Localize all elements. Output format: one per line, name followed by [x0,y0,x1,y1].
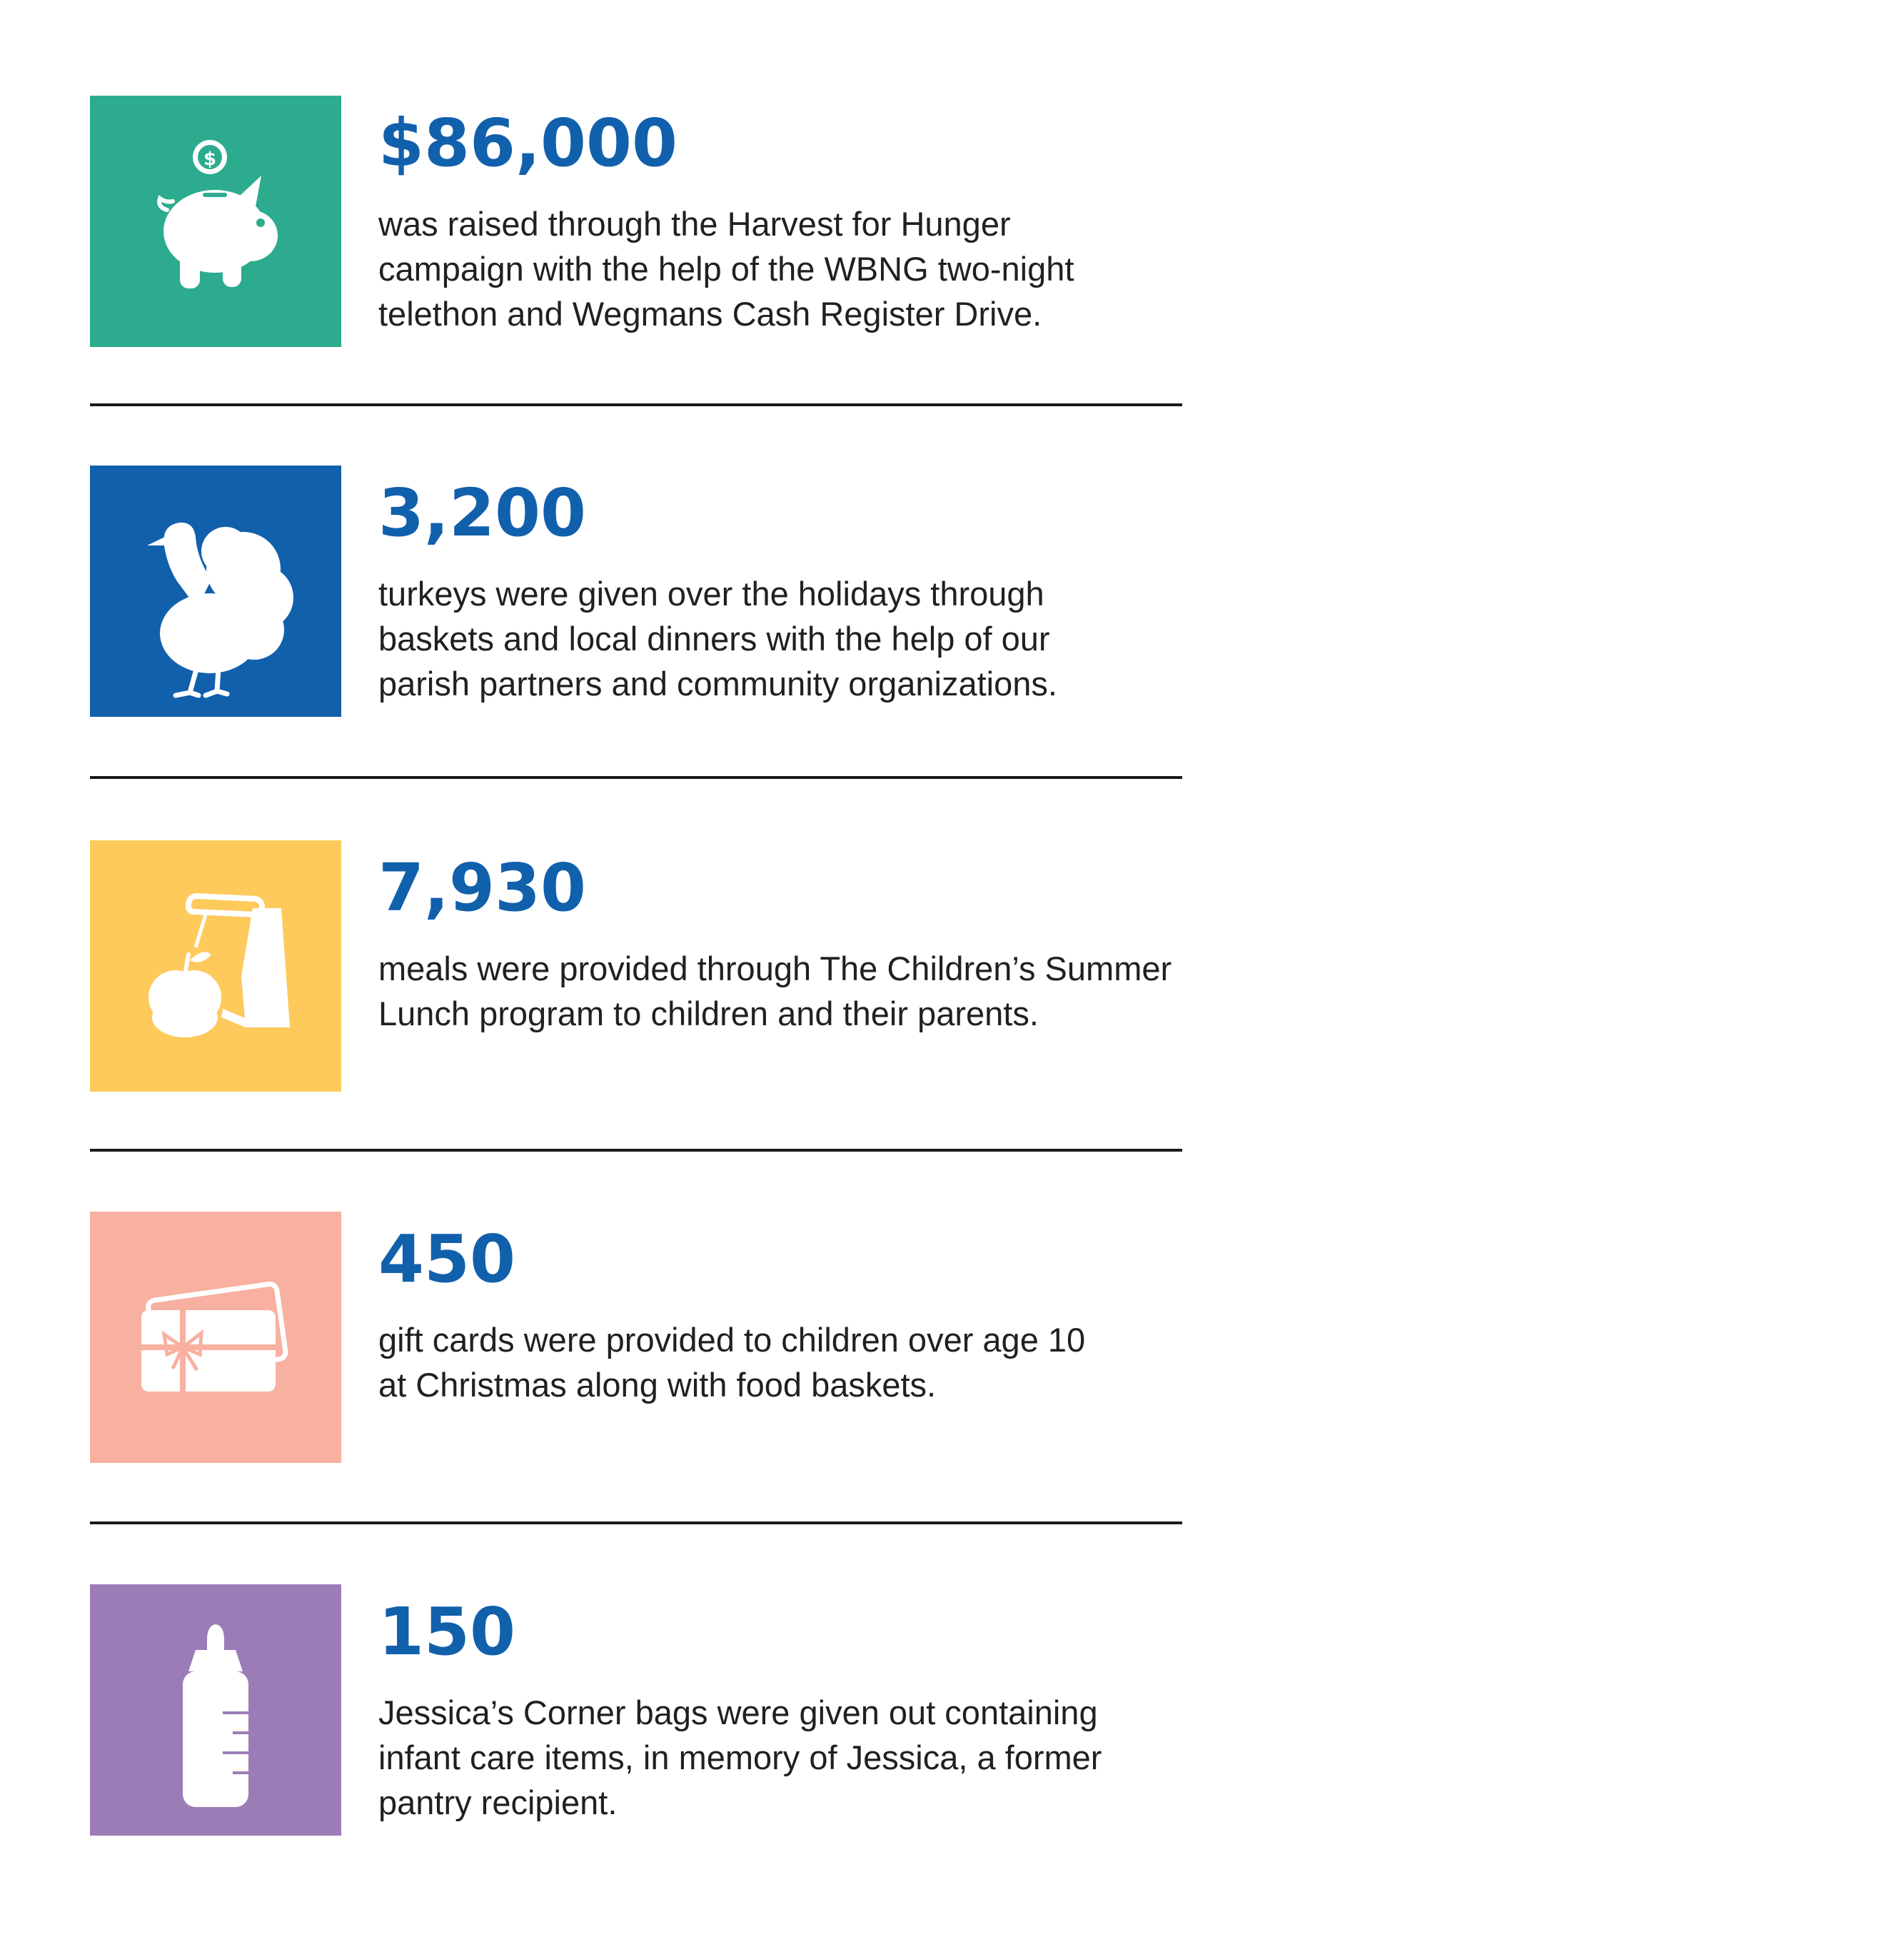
stat-description [378,201,1185,336]
section-divider [90,1149,1182,1152]
description-line: at Christmas along with food baskets. [378,1366,937,1404]
baby-bottle-icon [90,1584,341,1836]
stat-figure: 150 [378,1594,516,1670]
stat-block-infant-care [90,1584,1182,1836]
description-line: telethon and Wegmans Cash Register Drive. [378,295,1042,333]
stat-figure: 450 [378,1221,516,1297]
description-line: turkeys were given over the holidays through [378,575,1044,613]
gift-card-icon [90,1212,341,1463]
lunch-bag-apple-icon [90,840,341,1092]
description-line: campaign with the help of the WBNG two-night [378,250,1074,288]
description-line: Lunch program to children and their parents. [378,995,1039,1032]
description-line: Jessica’s Corner bags were given out containing [378,1694,1098,1731]
stat-block-meals [90,840,1182,1092]
stat-figure: 7,930 [378,850,587,926]
stat-figure: 3,200 [378,475,587,551]
description-line: parish partners and community organizations. [378,665,1057,703]
description-line: pantry recipient. [378,1783,618,1821]
stat-description [378,1690,1185,1825]
description-line: baskets and local dinners with the help of our [378,620,1050,658]
stat-block-gift-cards [90,1212,1182,1463]
piggy-bank-icon [90,96,341,347]
stat-description [378,571,1185,706]
stat-description [378,1317,1185,1407]
section-divider [90,776,1182,779]
stat-block-turkeys [90,466,1182,717]
description-line: gift cards were provided to children over age 10 [378,1321,1086,1359]
turkey-icon [90,466,341,717]
stat-block-fundraising [90,96,1182,347]
description-line: infant care items, in memory of Jessica, a former [378,1739,1102,1776]
section-divider [90,1521,1182,1524]
stat-description [378,946,1185,1036]
description-line: meals were provided through The Children’s Summer [378,950,1172,987]
section-divider [90,403,1182,406]
svg-text:$: $ [203,149,217,170]
description-line: was raised through the Harvest for Hunger [378,205,1011,243]
stat-figure: $86,000 [378,105,678,181]
